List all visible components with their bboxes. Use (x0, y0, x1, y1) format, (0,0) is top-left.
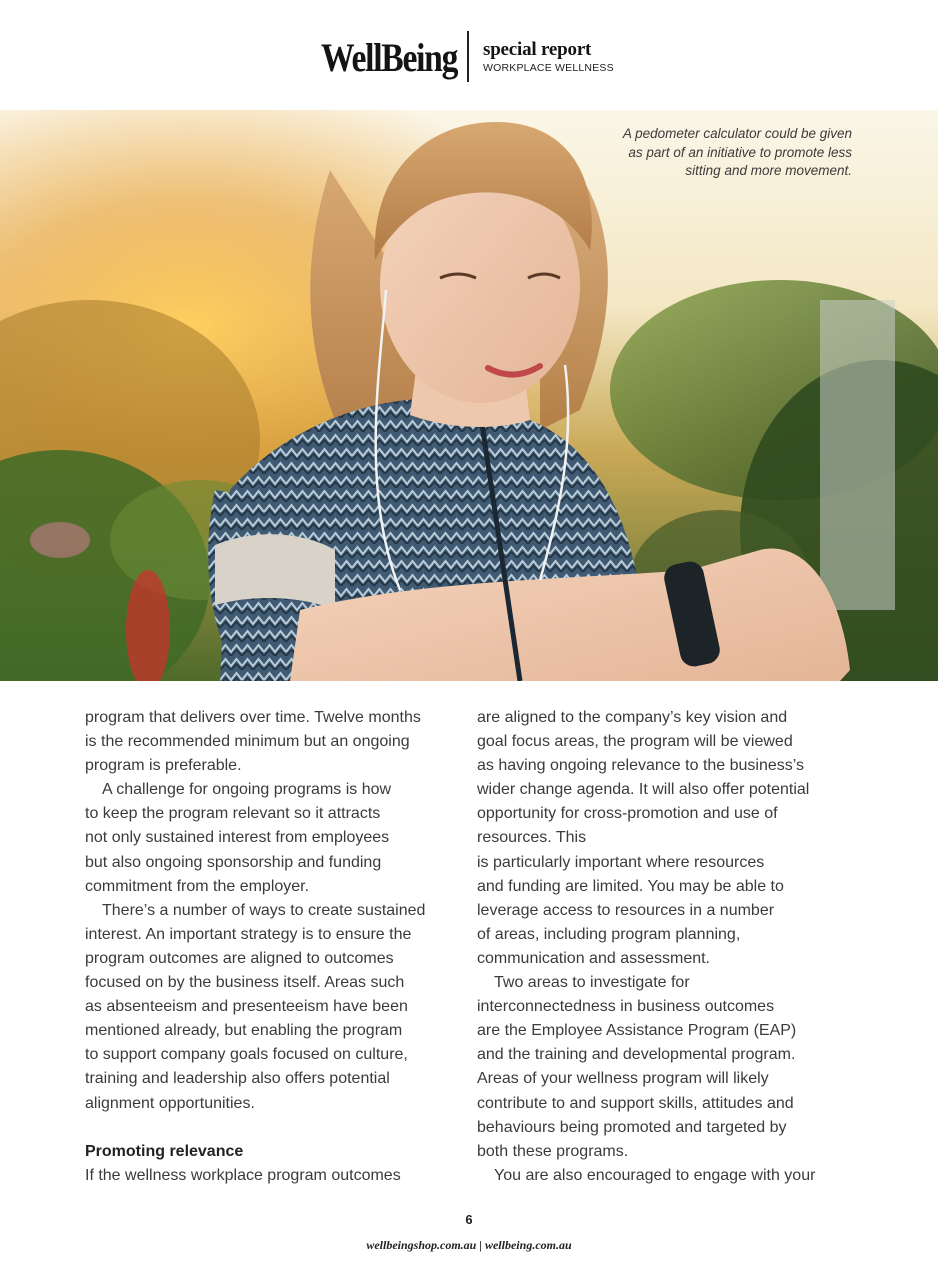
text-line: not only sustained interest from employees (85, 829, 390, 847)
paragraph-gap (85, 1116, 465, 1140)
page-number: 6 (465, 1212, 473, 1227)
section-title: special report (483, 39, 592, 60)
text-line: alignment opportunities. (85, 1094, 255, 1112)
wellbeing-logo: WellBeing (321, 35, 458, 80)
text-line: goal focus areas, the program will be viewed (477, 733, 793, 751)
hero-photo (0, 110, 938, 681)
text-line: communication and assessment. (477, 949, 710, 967)
text-line: commitment from the employer. (85, 877, 310, 895)
subheading-promoting-relevance: Promoting relevance (85, 1142, 244, 1160)
woman-checking-fitness-watch-image (0, 110, 938, 681)
text-line: are the Employee Assistance Program (EAP) (477, 1022, 797, 1040)
article-column-right (477, 706, 857, 1188)
text-line: and the training and developmental program. (477, 1046, 796, 1064)
text-line: leverage access to resources in a number (477, 901, 775, 919)
text-line: to keep the program relevant so it attracts (85, 805, 381, 823)
text-line: wider change agenda. It will also offer potential (477, 781, 810, 799)
text-line: You are also encouraged to engage with your (494, 1166, 816, 1184)
text-line: focused on by the business itself. Areas such (85, 974, 405, 992)
text-line: program outcomes are aligned to outcomes (85, 949, 394, 967)
text-line: program is preferable. (85, 757, 242, 775)
text-line: interconnectedness in business outcomes (477, 998, 775, 1016)
text-line: as absenteeism and presenteeism have been (85, 998, 408, 1016)
text-line: both these programs. (477, 1142, 629, 1160)
text-line: opportunity for cross-promotion and use of (477, 805, 778, 823)
text-line: If the wellness workplace program outcomes (85, 1166, 401, 1184)
text-line: training and leadership also offers potential (85, 1070, 390, 1088)
text-line: of areas, including program planning, (477, 925, 741, 943)
text-line: There’s a number of ways to create sustained (102, 901, 426, 919)
text-line: and funding are limited. You may be able to (477, 877, 784, 895)
text-line: interest. An important strategy is to ensure the (85, 925, 412, 943)
text-line: is particularly important where resources (477, 853, 765, 871)
text-line: but also ongoing sponsorship and funding (85, 853, 382, 871)
text-line: Areas of your wellness program will likely (477, 1070, 769, 1088)
text-line: are aligned to the company’s key vision and (477, 709, 788, 726)
text-line: as having ongoing relevance to the business’s (477, 757, 805, 775)
text-line: A challenge for ongoing programs is how (102, 781, 392, 799)
masthead (0, 28, 938, 84)
text-line: is the recommended minimum but an ongoing (85, 733, 410, 751)
text-line: mentioned already, but enabling the program (85, 1022, 403, 1040)
text-line: resources. This (477, 829, 587, 847)
section-subtitle: WORKPLACE WELLNESS (483, 62, 614, 74)
text-line: Two areas to investigate for (494, 974, 690, 992)
masthead-divider (467, 31, 469, 82)
text-line: to support company goals focused on culture, (85, 1046, 408, 1064)
text-line: contribute to and support skills, attitudes and (477, 1094, 794, 1112)
footer-website-links: wellbeingshop.com.au | wellbeing.com.au (366, 1238, 572, 1252)
text-line: behaviours being promoted and targeted by (477, 1118, 787, 1136)
photo-caption: A pedometer calculator could be given as part of an initiative to promote less sitting and more movement. (622, 126, 852, 178)
text-line: program that delivers over time. Twelve months (85, 709, 421, 726)
article-column-left (85, 706, 465, 1188)
